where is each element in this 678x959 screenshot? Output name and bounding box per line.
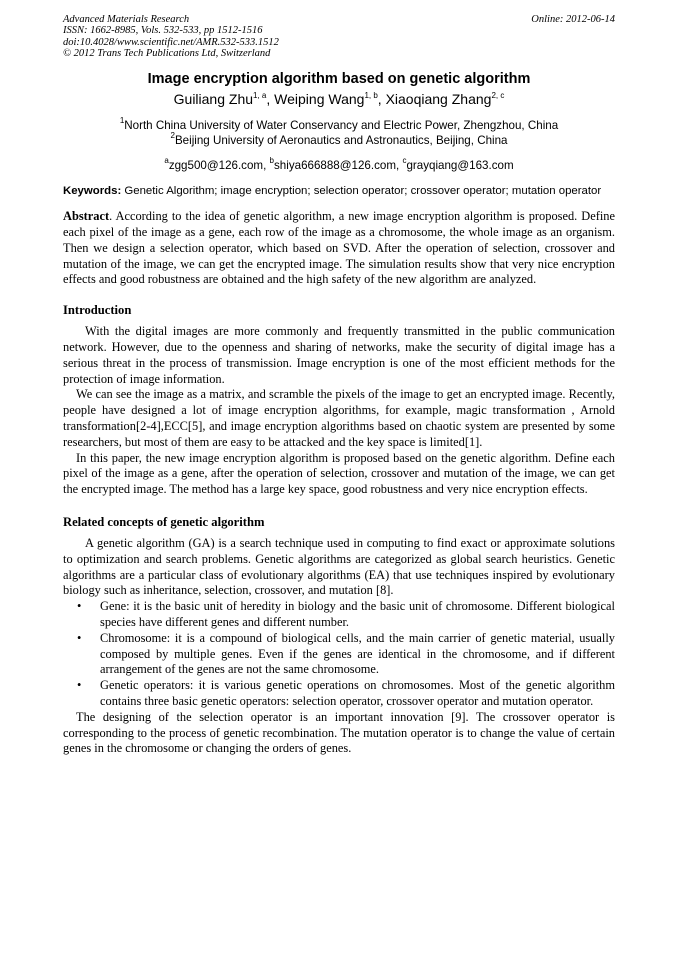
email-link: shiya666888@126.com xyxy=(274,159,396,173)
author-list: Guiliang Zhu$^{1, a}$, Weiping Wang$^{1, b}$, Xiaoqiang Zhang$^{2, c}$ xyxy=(173,91,505,108)
author-name: Xiaoqiang Zhang xyxy=(385,91,492,108)
author-affiliation-mark: 1, a xyxy=(253,91,267,101)
paper-page xyxy=(63,14,615,757)
email-link: grayqiang@163.com xyxy=(406,159,514,173)
paper-title: Image encryption algorithm based on genetic algorithm xyxy=(147,71,531,88)
issn-line: ISSN: 1662-8985, Vols. 532-533, pp 1512-1516 xyxy=(63,25,263,37)
paragraph: With the digital images are more commonly and frequently transmitted in the public communication network. However, due to the openness and sharing of networks, make the security of digital image has a serious threat in the process of transmission. Image encryption is one of the most efficient methods for the protection of image information. xyxy=(63,324,615,386)
related-concepts-body xyxy=(63,536,615,757)
paragraph: We can see the image as a matrix, and scramble the pixels of the image to get an encrypted image. Recently, people have designed a lot of image encryption algorithms, for example, magic transformation , Arnold transformation[2-4],ECC[5], and image encryption algorithms based on chaotic system are presented by some researchers, but most of them are easy to be attacked and the key space is limited[1]. xyxy=(63,387,615,449)
author-affiliation-mark: 2, c xyxy=(491,91,505,101)
online-date: Online: 2012-06-14 xyxy=(531,14,615,25)
abstract-text: . According to the idea of genetic algorithm, a new image encryption algorithm is proposed. Define each pixel of the image as a gene, each row of the image as a chromosome, the whole image as an organism. Then we design a selection operator, which based on SVD. After the operation of selection, crossover and mutation of the image, we can get the encrypted image. The simulation results show that very nice encryption effects and good robustness are obtained and the high safety of the new algorithm are analyzed. xyxy=(63,209,615,287)
copyright-line: © 2012 Trans Tech Publications Ltd, Switzerland xyxy=(63,47,271,59)
affiliation-line: $^2$Beijing University of Aeronautics and Astronautics, Beijing, China xyxy=(170,131,508,148)
list-item: • Chromosome: it is a compound of biological cells, and the main carrier of genetic material, usually composed by multiple genes. Even if the genes are identical in the chromosome, and if different arrangement of the genes are not the same chromosome. xyxy=(77,630,615,677)
bullet-icon: • xyxy=(77,678,82,693)
affiliations xyxy=(63,118,615,148)
bullet-icon: • xyxy=(77,630,82,645)
author-affiliation-mark: 1, b xyxy=(364,91,378,101)
author-name: Weiping Wang xyxy=(274,91,365,108)
bullet-icon: • xyxy=(77,599,82,614)
section-heading-related-concepts: Related concepts of genetic algorithm xyxy=(63,514,265,529)
paragraph: In this paper, the new image encryption algorithm is proposed based on the genetic algorithm. Define each pixel of the image as a gene, after the operation of selection, crossover and mutation of the image, we can get the encrypted image. The method has a large key space, good robustness and very nice encryption effects. xyxy=(63,450,615,497)
concept-list xyxy=(63,599,615,710)
abstract xyxy=(63,209,615,288)
abstract-label: Abstract xyxy=(63,209,110,224)
paragraph: A genetic algorithm (GA) is a search technique used in computing to find exact or approximate solutions to optimization and search problems. Genetic algorithms are categorized as global search heuristics. Genetic algorithms are a particular class of evolutionary algorithms (EA) that use techniques inspired by evolutionary biology such as inheritance, selection, crossover, and mutation [8]. xyxy=(63,535,615,598)
doi-line: doi:10.4028/www.scientific.net/AMR.532-533.1512 xyxy=(63,36,279,48)
keywords xyxy=(63,184,615,198)
email-link: zgg500@126.com xyxy=(168,159,264,173)
section-heading-introduction: Introduction xyxy=(63,303,132,318)
journal-header xyxy=(63,14,615,59)
paragraph: The designing of the selection operator is an important innovation [9]. The crossover operator is corresponding to the process of genetic recombination. The mutation operator is to change the value of certain genes in the chromosome or changing the orders of genes. xyxy=(63,709,615,756)
author-emails: $^a$zgg500@126.com, $^b$shiya666888@126.com, $^c$grayqiang@163.com xyxy=(164,156,514,173)
introduction-body xyxy=(63,324,615,498)
keywords-label: Keywords: xyxy=(63,185,122,198)
journal-name: Advanced Materials Research xyxy=(63,14,190,25)
author-name: Guiliang Zhu xyxy=(173,91,254,108)
keywords-text: Genetic Algorithm; image encryption; selection operator; crossover operator; mutation operator xyxy=(124,185,602,198)
list-item: • Genetic operators: it is various genetic operations on chromosomes. Most of the genetic algorithm contains three basic genetic operators: selection operator, crossover operator and mutation operator. xyxy=(77,678,615,708)
affiliation-line: $^1$North China University of Water Conservancy and Electric Power, Zhengzhou, China xyxy=(119,116,559,133)
list-item: • Gene: it is the basic unit of heredity in biology and the basic unit of chromosome. Different biological species have different genes and different number. xyxy=(77,599,615,629)
